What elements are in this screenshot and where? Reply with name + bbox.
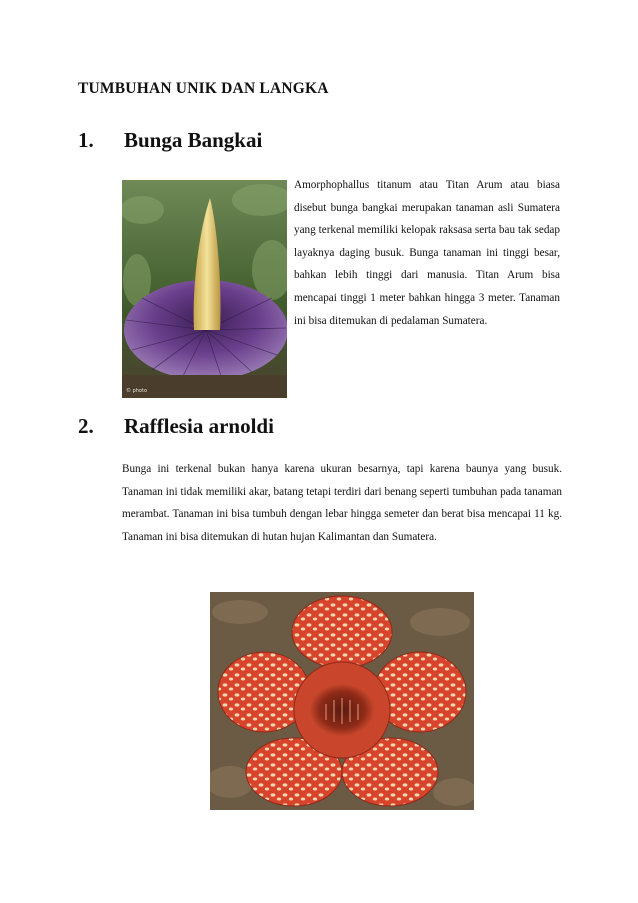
- section-heading-bunga-bangkai: [78, 128, 262, 153]
- section-text-bunga-bangkai: Amorphophallus titanum atau Titan Arum atau biasa disebut bunga bangkai merupakan tanaman asli Sumatera yang terkenal memiliki kelopak raksasa serta bau tak sedap layaknya daging busuk. Bunga tanaman ini tinggi besar, bahkan lebih tinggi dari manusia. Titan Arum bisa mencapai tinggi 1 meter bahkan hingga 3 meter. Tanaman ini bisa ditemukan di pedalaman Sumatera.: [294, 179, 560, 327]
- rafflesia-flower-illustration: [210, 592, 474, 810]
- section-text-rafflesia: Bunga ini terkenal bukan hanya karena ukuran besarnya, tapi karena baunya yang busuk. Tanaman ini tidak memiliki akar, batang tetapi terdiri dari benang seperti tumbuhan pada tanaman merambat. Tanaman ini bisa tumbuh dengan lebar hingga semeter dan berat bisa mencapai 11 kg. Tanaman ini bisa ditemukan di hutan hujan Kalimantan dan Sumatera.: [122, 463, 562, 543]
- document-title: TUMBUHAN UNIK DAN LANGKA: [78, 80, 329, 97]
- titan-arum-photo: [122, 180, 287, 398]
- svg-text:© photo: © photo: [126, 388, 148, 394]
- rafflesia-photo: [210, 592, 474, 810]
- section-number: 2.: [78, 414, 94, 438]
- section-number: 1.: [78, 128, 94, 152]
- section-title: Rafflesia arnoldi: [124, 414, 274, 438]
- titan-arum-flower-illustration: [122, 180, 287, 398]
- section-heading-rafflesia: [78, 414, 274, 439]
- section-title: Bunga Bangkai: [124, 128, 263, 152]
